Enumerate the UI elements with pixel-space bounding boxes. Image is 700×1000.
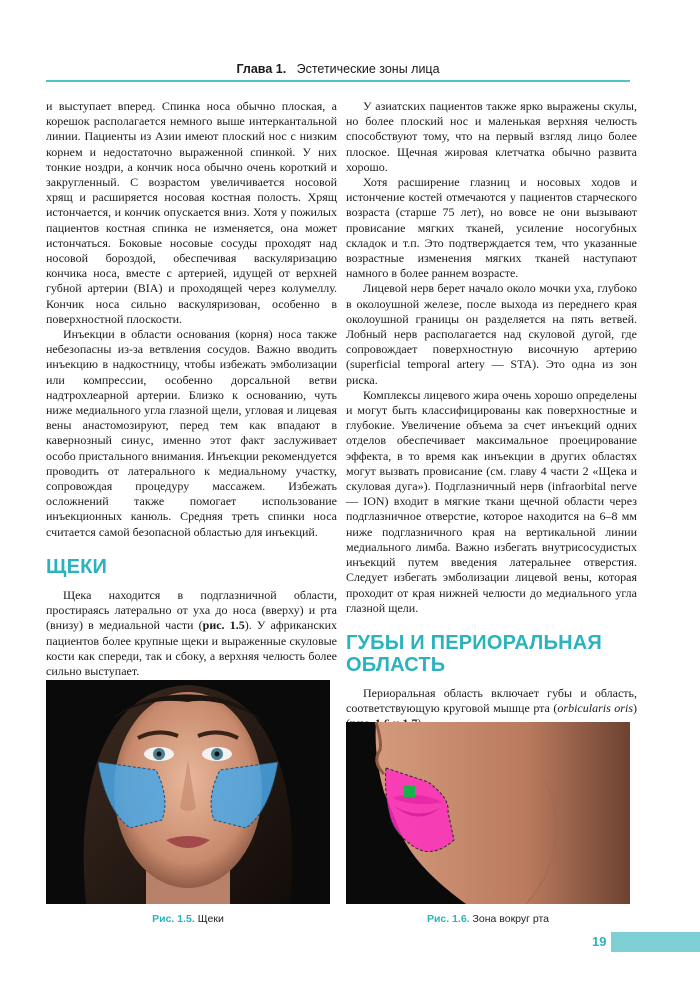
cheek-text-a: Щека находится в подглазничной области, простираясь латерально от уха до носа (вверху) и рта (внизу) в медиальной части ( — [46, 587, 337, 633]
cheek-text-b: ). У африканских пациентов более крупные щеки и выраженные скуловые кости как спереди, так и сбоку, а верхняя челюсть более сильно выступает. — [46, 618, 338, 678]
perioral-text-b: ) — [632, 701, 637, 716]
perioral-text-a: Периоральная область включает губы и область, соответствующую круговой мышце рта ( — [346, 685, 637, 716]
figure-caption-1-5 — [46, 913, 330, 925]
left-paragraph-3 — [46, 588, 337, 679]
right-paragraph-4: Комплексы лицевого жира очень хорошо определены и могут быть классифицированы как поверхностные и глубокие. Увеличение объема за счет инъекций одних отделов обеспечивает максимальное проецирование эффекта, в то время как инъекции в других областях могут вызвать провисание (см. главу 4 части 2 «Щека и скуловая дуга»). Подглазничный нерв (infraorbital nerve — ION) входит в мягкие ткани щечной области через подглазничное отверстие, которое находится на 6–8 мм ниже подглазничного края на вертикальной линии медиального лимба. Важно избегать внутрисосудистых инъекций путем введения латеральнее отверстия. Следует избегать эмболизации лицевой вены, которая проходит от края нижней челюсти до медиального угла глазной щели. — [346, 387, 637, 615]
latin-term: orbicularis oris — [557, 701, 633, 716]
figure-text-1-5: Щеки — [197, 913, 224, 925]
figure-label-1-5: Рис. 1.5. — [152, 913, 195, 925]
right-paragraph-3: Лицевой нерв берет начало около мочки уха, глубоко в околоушной железе, после выхода из переднего края околоушной границы он разделяется на пять ветвей. Лобный нерв располагается над скуловой дугой, где сопровождает поверхностную височную артерию (superficial temporal artery — STA). Это одна из зон риска. — [346, 281, 637, 387]
figure-caption-1-6 — [346, 913, 630, 925]
chapter-label: Глава 1. — [236, 62, 287, 76]
right-paragraph-1: У азиатских пациентов также ярко выражены скулы, но более плоский нос и маленькая верхняя челюсть способствуют тому, что на первый взгляд лицо более плоское. Щечная жировая клетчатка обычно развита хорошо. — [346, 99, 637, 174]
page-number-bar — [611, 932, 700, 952]
marker-square — [404, 786, 415, 797]
left-column — [46, 99, 337, 679]
running-header — [46, 62, 630, 76]
figure-ref-1-5: рис. 1.5 — [202, 618, 245, 633]
page-number: 19 — [592, 934, 607, 949]
perioral-illustration — [346, 722, 630, 904]
right-paragraph-2: Хотя расширение глазниц и носовых ходов и истончение костей отмечаются у пациентов старческого возраста (старше 75 лет), но вовсе не они вызывают провисание мягких тканей, усиление носогубных складок и т.п. Это подтверждается тем, что указанные возрастные изменения мягких тканей наступают намного в более раннем возрасте. — [346, 175, 637, 281]
section-heading-lips: ГУБЫ И ПЕРИОРАЛЬНАЯ ОБЛАСТЬ — [346, 631, 602, 676]
figure-cheeks-image — [46, 680, 330, 904]
figure-perioral-image — [346, 722, 630, 904]
left-paragraph-1: и выступает вперед. Спинка носа обычно плоская, а корешок располагается немного выше интеркантальной линии. Пациенты из Азии имеют плоский нос с низким корнем и недостаточно выраженной спинкой. У них тонкие ноздри, а кончик носа обычно очень короткий и закругленный. С возрастом увеличивается носовой хрящ и расширяется носовая костная полость. Хрящ истончается, и кончик опускается вниз. Хотя у пожилых пациентов костная спинка не изменяется, она может истончаться. Боковые носовые сосуды проходят над носовой бороздой, обеспечивая васкуляризацию кончика носа, вместе с артерией, идущей от верхней губной артерии (BIA) и проходящей через колумеллу. Кончик носа сильно васкуляризован, особенно в поверхностной плоскости. — [46, 99, 337, 326]
section-heading-cheeks: ЩЕКИ — [46, 555, 108, 578]
chapter-title: Эстетические зоны лица — [296, 62, 440, 76]
right-column — [346, 99, 637, 732]
figure-text-1-6: Зона вокруг рта — [472, 913, 550, 925]
header-rule — [46, 80, 630, 82]
figure-label-1-6: Рис. 1.6. — [426, 913, 470, 925]
left-paragraph-2: Инъекции в области основания (корня) носа также небезопасны из-за ветвления сосудов. Важно вводить инъекцию в надкостницу, чтобы избежать эмболизации или компрессии, особенно дорсальной ветви надтрохлеарной артерии. Близко к основанию, чуть ниже медиального угла глазной щели, угловая и лицевая вены анастомозируют, перед тем как впадают в кавернозный синус, именно этот факт заслуживает особо пристального внимания. Инъекции рекомендуется проводить от латерального к медиальному участку, сопровождая процедуру массажем. Избежать осложнений также помогает использование инъекционных канюль. Средняя треть спинки носа считается самой безопасной областью для инъекций. — [46, 327, 337, 539]
cheeks-illustration — [46, 680, 330, 904]
